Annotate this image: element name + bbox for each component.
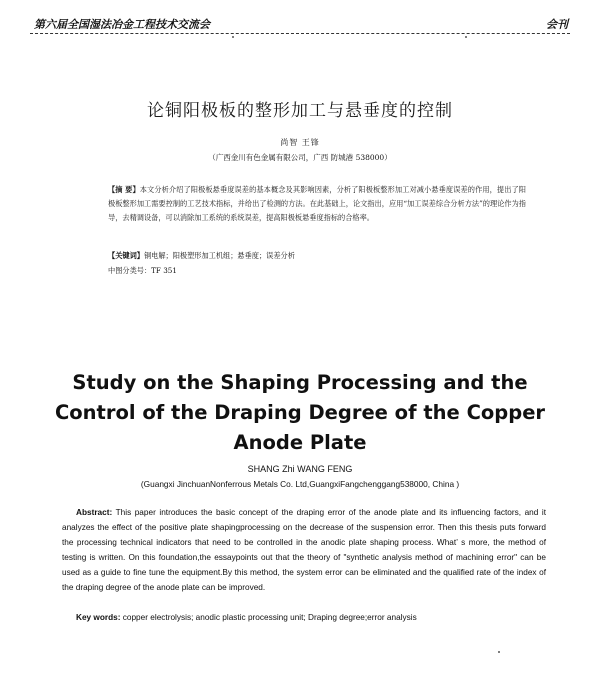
chinese-abstract-text: 本文分析介绍了阳极板悬垂度误差的基本概念及其影响因素，分析了阳极板整形加工对减小悬垂度误差的作用，提出了阳极板整形加工需要控制的工艺技术指标，并给出了检测的方法。在此基础上，论文指出，应用“加工误差综合分析方法”的理论作为指导，去精调设备，可以消除加工系统的系统误差，提高阳极板悬垂度指标的合格率。: [108, 185, 526, 223]
english-abstract-label: Abstract:: [76, 508, 113, 517]
english-keywords: [76, 613, 546, 622]
header-proceedings-label: 会刊: [546, 18, 568, 31]
chinese-keywords-text: 铜电解；阳极塑形加工机组；悬垂度；误差分析: [143, 251, 295, 260]
english-authors: SHANG Zhi WANG FENG: [247, 464, 353, 474]
english-abstract: [62, 505, 546, 595]
chinese-keywords: [108, 251, 526, 261]
chinese-title: 论铜阳极板的整形加工与悬垂度的控制: [147, 101, 453, 121]
chinese-classification: 中图分类号：TF 351: [108, 266, 177, 275]
scan-speck: [232, 36, 234, 38]
chinese-authors: 尚智 王锋: [280, 138, 320, 147]
running-header: [30, 14, 570, 32]
header-conference-name: 第六届全国湿法冶金工程技术交流会: [34, 18, 210, 31]
english-keywords-label: Key words:: [76, 613, 121, 622]
english-abstract-text: This paper introduces the basic concept of the draping error of the anode plate and its influencing factors, and it analyzes the effect of the positive plate shapingprocessing on the decrease of the suspension error. Then this thesis puts forward the processing technical indicators that need to be controlled in the anodic plate shaping process. What’ s more, the method of testing is written. On this foundation,the essaypoints out that the theory of "synthetic analysis method of machining error" can be used as a guide to fine tune the equipment.By this method, the system error can be eliminated and the qualified rate of the index of the draping degree of the anode plate can be improved.: [62, 508, 546, 592]
english-keywords-text: copper electrolysis; anodic plastic processing unit; Draping degree;error analysis: [120, 613, 417, 622]
chinese-abstract: [108, 183, 526, 226]
scan-speck: [498, 651, 500, 653]
chinese-abstract-label: 【摘 要】: [108, 185, 140, 194]
english-affiliation: (Guangxi JinchuanNonferrous Metals Co. Ltd,GuangxiFangchenggang538000, China ): [140, 479, 460, 489]
chinese-keywords-label: 【关键词】: [108, 251, 144, 260]
scan-speck: [465, 36, 467, 38]
english-title: Study on the Shaping Processing and the Control of the Draping Degree of the Copper Anode Plate: [54, 371, 546, 454]
chinese-affiliation: （广西金川有色金属有限公司，广西 防城港 538000）: [208, 153, 392, 162]
header-rule: [30, 33, 570, 34]
